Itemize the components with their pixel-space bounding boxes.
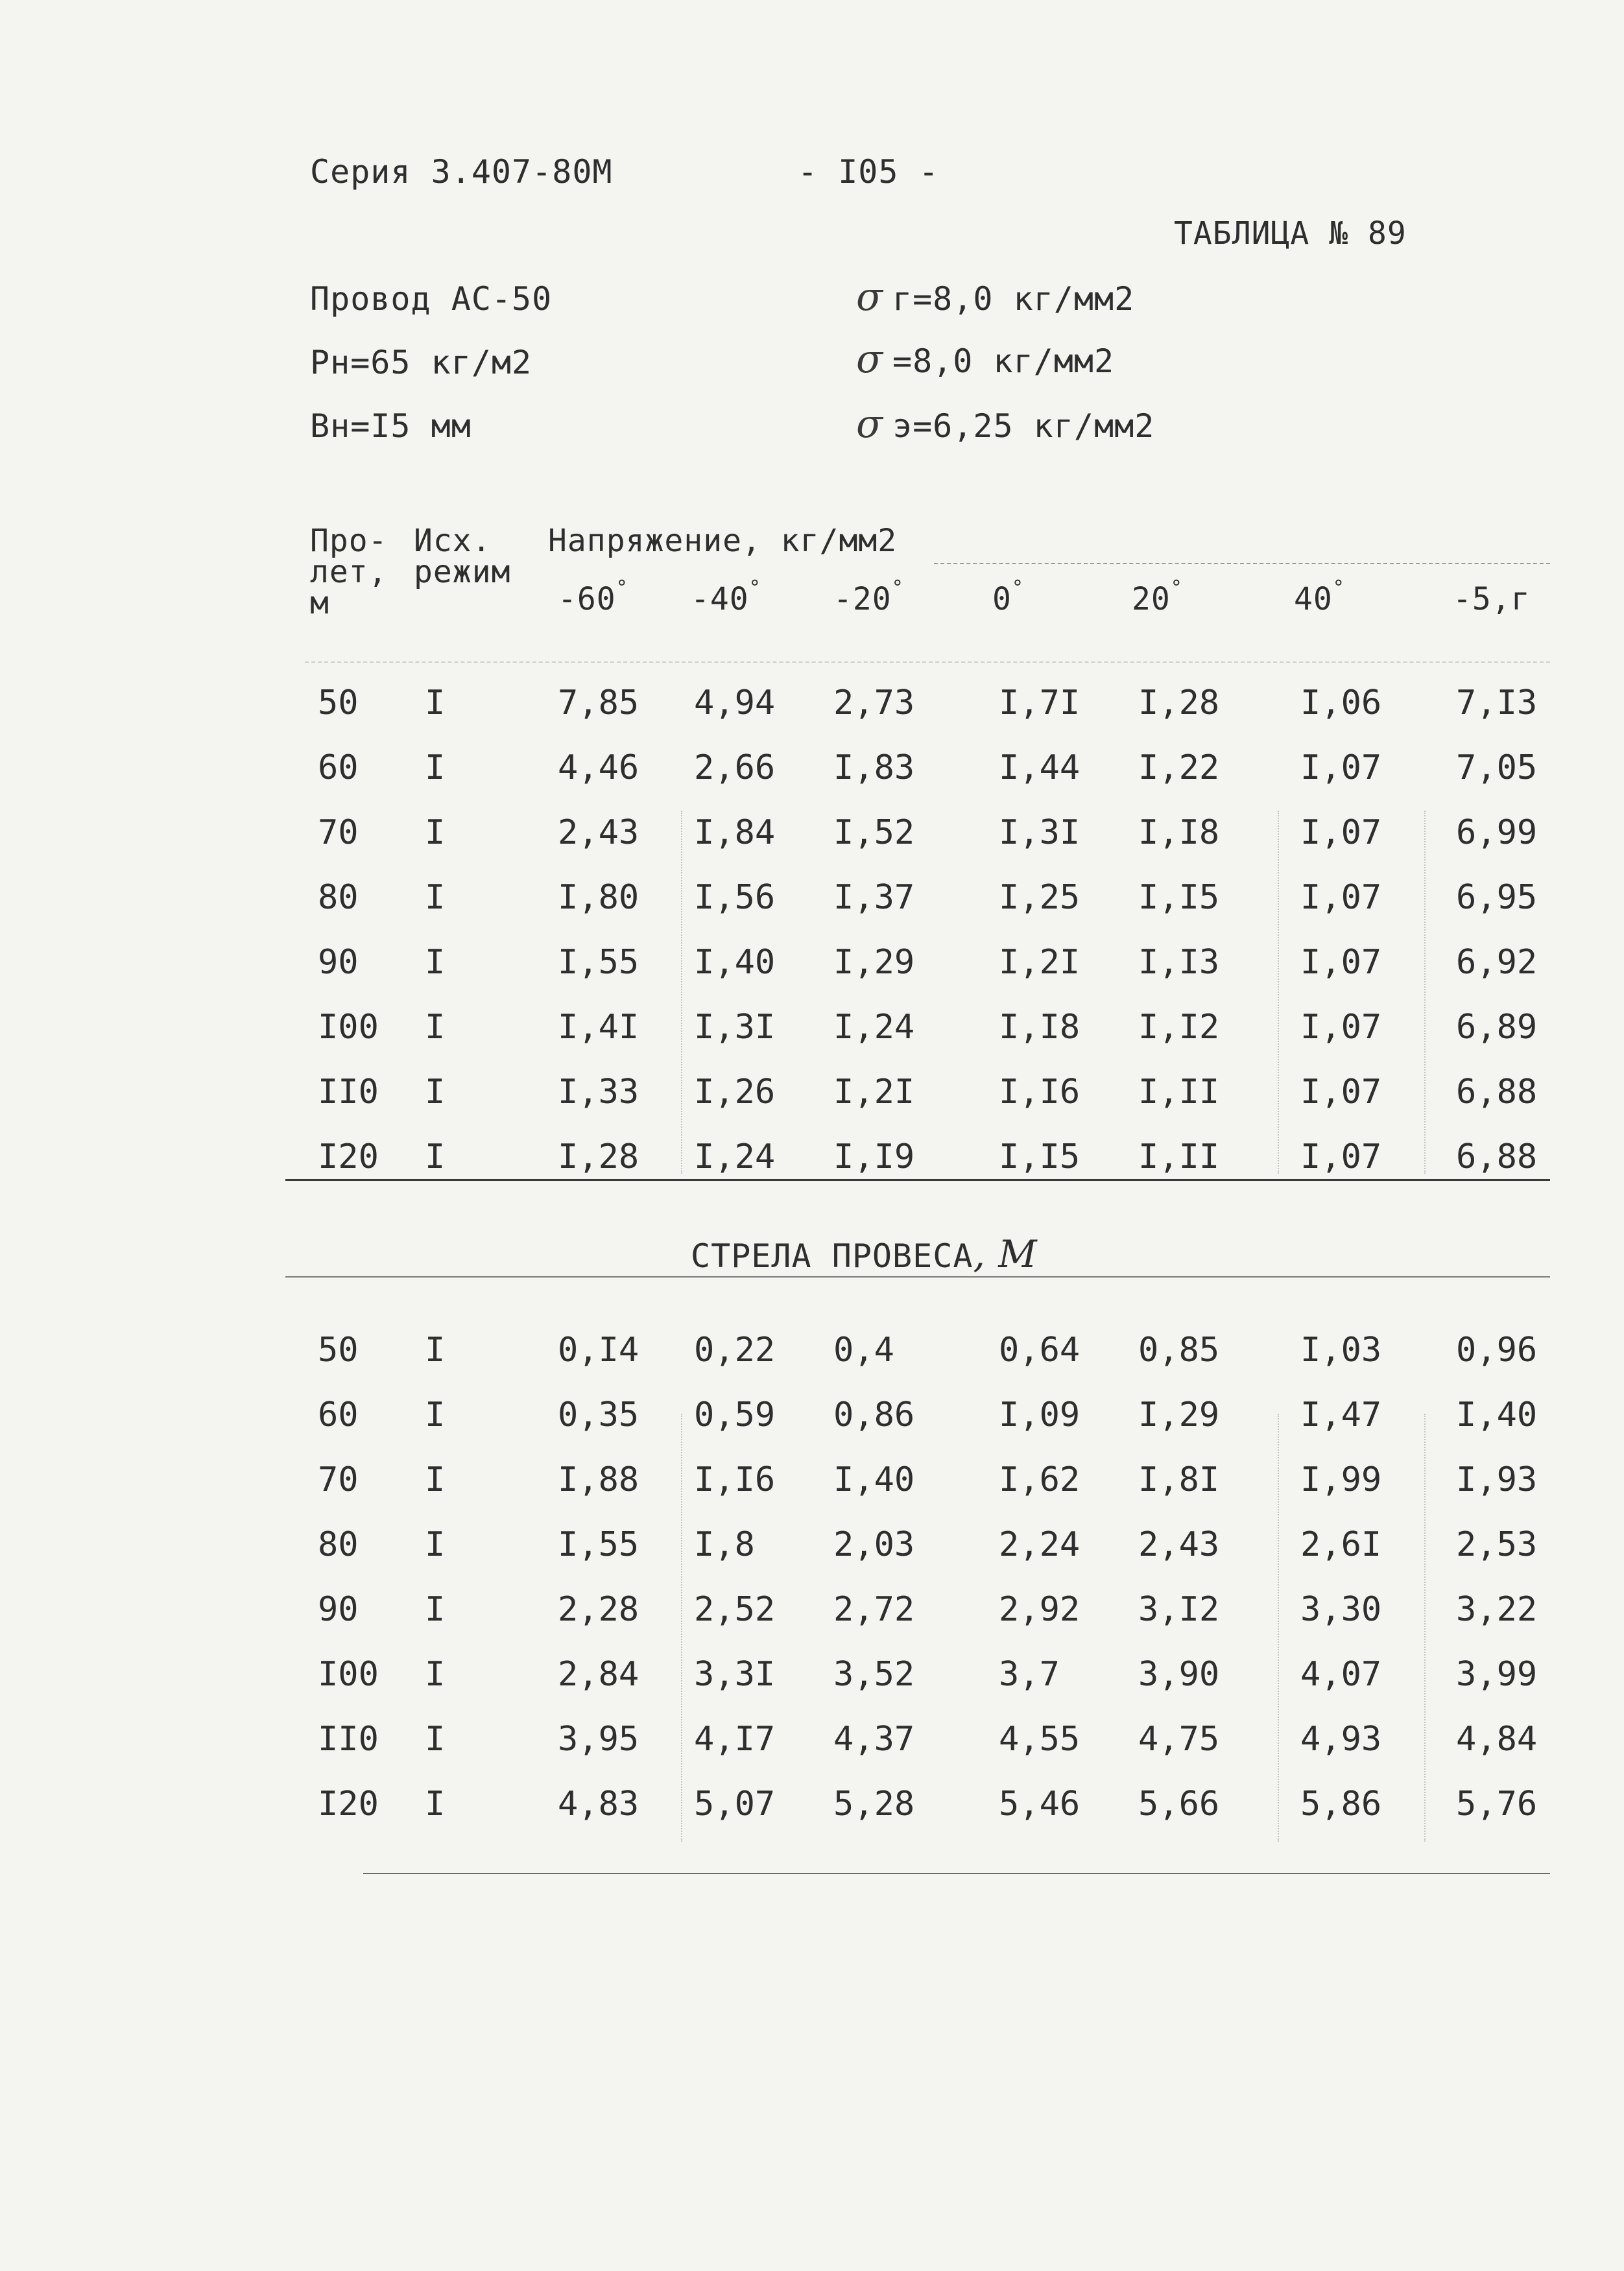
temp-header-value: -20 xyxy=(833,581,892,617)
header-span-3: м xyxy=(310,585,329,621)
value-cell: I,07 xyxy=(1300,1008,1382,1047)
mode-cell: I xyxy=(425,748,446,787)
value-cell: 3,22 xyxy=(1456,1590,1538,1629)
temp-header xyxy=(558,577,628,617)
sag-bottom-rule xyxy=(363,1873,1550,1874)
span-cell: 80 xyxy=(318,878,359,917)
temp-header-value: -5, xyxy=(1453,581,1511,617)
value-cell: I,44 xyxy=(999,748,1081,787)
temp-header xyxy=(1132,577,1183,617)
span-cell: II0 xyxy=(318,1720,379,1759)
temp-header-value: 40 xyxy=(1294,581,1333,617)
value-cell: 3,30 xyxy=(1300,1590,1382,1629)
value-cell: I,88 xyxy=(558,1460,639,1499)
mode-cell: I xyxy=(425,1008,446,1047)
value-cell: I,26 xyxy=(694,1073,776,1112)
header-span-2: лет, xyxy=(310,554,388,590)
span-cell: 90 xyxy=(318,1590,359,1629)
value-cell: I,24 xyxy=(694,1137,776,1176)
sigma-icon: σ xyxy=(856,337,883,382)
value-cell: I,07 xyxy=(1300,813,1382,852)
value-cell: I,80 xyxy=(558,878,639,917)
value-cell: 3,I2 xyxy=(1138,1590,1220,1629)
value-cell: 2,72 xyxy=(833,1590,915,1629)
column-divider xyxy=(1278,811,1279,1174)
value-cell: I,3I xyxy=(999,813,1081,852)
value-cell: 4,07 xyxy=(1300,1655,1382,1694)
value-cell: 0,22 xyxy=(694,1331,776,1370)
value-cell: 2,28 xyxy=(558,1590,639,1629)
value-cell: 2,52 xyxy=(694,1590,776,1629)
value-cell: I,8 xyxy=(694,1525,755,1564)
value-cell: 5,66 xyxy=(1138,1785,1220,1824)
value-cell: I,2I xyxy=(999,943,1081,982)
span-cell: 60 xyxy=(318,1396,359,1434)
sigma-icon: σ xyxy=(856,274,883,320)
value-cell: I,29 xyxy=(1138,1396,1220,1434)
value-cell: I,7I xyxy=(999,684,1081,722)
value-cell: I,I5 xyxy=(999,1137,1081,1176)
sigma-e xyxy=(856,401,1155,447)
value-cell: 3,95 xyxy=(558,1720,639,1759)
value-cell: I,I8 xyxy=(999,1008,1081,1047)
value-cell: I,37 xyxy=(833,878,915,917)
value-cell: I,I8 xyxy=(1138,813,1220,852)
sag-title-text: СТРЕЛА ПРОВЕСА xyxy=(691,1237,973,1275)
wire-label: Провод АС-50 xyxy=(310,280,553,318)
sigma-minus-value: =8,0 кг/мм2 xyxy=(892,342,1115,380)
value-cell: I,22 xyxy=(1138,748,1220,787)
mode-cell: I xyxy=(425,1396,446,1434)
value-cell: 6,88 xyxy=(1456,1073,1538,1112)
value-cell: 0,96 xyxy=(1456,1331,1538,1370)
value-cell: 3,7 xyxy=(999,1655,1060,1694)
value-cell: I,06 xyxy=(1300,684,1382,722)
value-cell: 4,75 xyxy=(1138,1720,1220,1759)
value-cell: 3,3I xyxy=(694,1655,776,1694)
mode-cell: I xyxy=(425,943,446,982)
value-cell: I,40 xyxy=(694,943,776,982)
value-cell: I,84 xyxy=(694,813,776,852)
value-cell: I,55 xyxy=(558,943,639,982)
value-cell: 4,94 xyxy=(694,684,776,722)
temp-header-value: -60 xyxy=(558,581,616,617)
span-cell: 70 xyxy=(318,813,359,852)
value-cell: I,II xyxy=(1138,1137,1220,1176)
temp-header-value: 20 xyxy=(1132,581,1171,617)
value-cell: 2,43 xyxy=(558,813,639,852)
sigma-g-value: г=8,0 кг/мм2 xyxy=(892,280,1135,318)
value-cell: 2,43 xyxy=(1138,1525,1220,1564)
value-cell: I,8I xyxy=(1138,1460,1220,1499)
column-divider xyxy=(1424,811,1426,1174)
span-cell: I20 xyxy=(318,1785,379,1824)
degree-mark: ° xyxy=(1332,577,1345,599)
value-cell: I,83 xyxy=(833,748,915,787)
span-cell: 50 xyxy=(318,684,359,722)
degree-mark: ° xyxy=(615,577,628,599)
mode-cell: I xyxy=(425,1460,446,1499)
value-cell: 2,84 xyxy=(558,1655,639,1694)
value-cell: I,2I xyxy=(833,1073,915,1112)
value-cell: 0,4 xyxy=(833,1331,894,1370)
value-cell: 5,86 xyxy=(1300,1785,1382,1824)
table-label: ТАБЛИЦА № 89 xyxy=(1174,215,1407,252)
temp-header-value: -40 xyxy=(691,581,749,617)
mode-cell: I xyxy=(425,1525,446,1564)
degree-mark: ° xyxy=(748,577,761,599)
value-cell: 2,53 xyxy=(1456,1525,1538,1564)
value-cell: I,33 xyxy=(558,1073,639,1112)
degree-mark: ° xyxy=(1170,577,1183,599)
page-number: - I05 - xyxy=(798,153,939,191)
value-cell: 2,03 xyxy=(833,1525,915,1564)
mode-cell: I xyxy=(425,1073,446,1112)
value-cell: I,I6 xyxy=(694,1460,776,1499)
value-cell: I,I5 xyxy=(1138,878,1220,917)
value-cell: 3,52 xyxy=(833,1655,915,1694)
value-cell: I,28 xyxy=(558,1137,639,1176)
mode-cell: I xyxy=(425,1137,446,1176)
span-cell: I20 xyxy=(318,1137,379,1176)
value-cell: I,52 xyxy=(833,813,915,852)
value-cell: 7,I3 xyxy=(1456,684,1538,722)
span-cell: 70 xyxy=(318,1460,359,1499)
temp-header xyxy=(833,577,904,617)
column-divider xyxy=(1278,1414,1279,1842)
value-cell: 3,99 xyxy=(1456,1655,1538,1694)
span-cell: 60 xyxy=(318,748,359,787)
value-cell: I,I9 xyxy=(833,1137,915,1176)
value-cell: 2,24 xyxy=(999,1525,1081,1564)
header-mode-1: Исх. xyxy=(414,523,492,559)
mode-cell: I xyxy=(425,1655,446,1694)
mode-cell: I xyxy=(425,1720,446,1759)
stress-bottom-rule xyxy=(285,1179,1550,1181)
value-cell: I,I6 xyxy=(999,1073,1081,1112)
header-stress-title: Напряжение, кг/мм2 xyxy=(548,523,898,559)
value-cell: I,24 xyxy=(833,1008,915,1047)
value-cell: 5,28 xyxy=(833,1785,915,1824)
header-subrule xyxy=(934,563,1550,564)
mode-cell: I xyxy=(425,684,446,722)
value-cell: 6,92 xyxy=(1456,943,1538,982)
value-cell: 4,93 xyxy=(1300,1720,1382,1759)
value-cell: I,07 xyxy=(1300,1073,1382,1112)
sigma-icon: σ xyxy=(856,401,883,447)
value-cell: 4,84 xyxy=(1456,1720,1538,1759)
value-cell: I,56 xyxy=(694,878,776,917)
series-label: Серия 3.407-80М xyxy=(310,153,613,191)
temp-header xyxy=(1294,577,1345,617)
value-cell: 0,35 xyxy=(558,1396,639,1434)
mode-cell: I xyxy=(425,1590,446,1629)
value-cell: 0,86 xyxy=(833,1396,915,1434)
column-divider xyxy=(681,811,682,1174)
temp-header xyxy=(691,577,761,617)
span-cell: I00 xyxy=(318,1655,379,1694)
sigma-g xyxy=(856,274,1135,320)
value-cell: 6,89 xyxy=(1456,1008,1538,1047)
value-cell: 0,59 xyxy=(694,1396,776,1434)
value-cell: I,II xyxy=(1138,1073,1220,1112)
value-cell: 5,76 xyxy=(1456,1785,1538,1824)
temp-header xyxy=(992,577,1024,617)
sag-title-rule xyxy=(285,1276,1550,1278)
mode-cell: I xyxy=(425,878,446,917)
value-cell: I,07 xyxy=(1300,943,1382,982)
value-cell: 4,I7 xyxy=(694,1720,776,1759)
mode-cell: I xyxy=(425,1785,446,1824)
header-span-1: Про- xyxy=(310,523,388,559)
value-cell: I,07 xyxy=(1300,878,1382,917)
value-cell: 2,6I xyxy=(1300,1525,1382,1564)
value-cell: 2,92 xyxy=(999,1590,1081,1629)
value-cell: I,25 xyxy=(999,878,1081,917)
value-cell: I,I3 xyxy=(1138,943,1220,982)
value-cell: 4,83 xyxy=(558,1785,639,1824)
value-cell: 5,07 xyxy=(694,1785,776,1824)
value-cell: I,29 xyxy=(833,943,915,982)
value-cell: 0,85 xyxy=(1138,1331,1220,1370)
value-cell: I,3I xyxy=(694,1008,776,1047)
mode-cell: I xyxy=(425,813,446,852)
value-cell: I,40 xyxy=(833,1460,915,1499)
value-cell: I,47 xyxy=(1300,1396,1382,1434)
degree-mark: ° xyxy=(891,577,904,599)
value-cell: 4,46 xyxy=(558,748,639,787)
value-cell: 0,I4 xyxy=(558,1331,639,1370)
header-bottom-rule xyxy=(305,661,1550,663)
value-cell: 5,46 xyxy=(999,1785,1081,1824)
span-cell: 80 xyxy=(318,1525,359,1564)
sigma-minus xyxy=(856,337,1115,382)
span-cell: 50 xyxy=(318,1331,359,1370)
value-cell: 0,64 xyxy=(999,1331,1081,1370)
column-divider xyxy=(1424,1414,1426,1842)
span-cell: II0 xyxy=(318,1073,379,1112)
column-divider xyxy=(681,1414,682,1842)
value-cell: I,93 xyxy=(1456,1460,1538,1499)
value-cell: 3,90 xyxy=(1138,1655,1220,1694)
value-cell: I,07 xyxy=(1300,748,1382,787)
value-cell: 4,37 xyxy=(833,1720,915,1759)
value-cell: 6,99 xyxy=(1456,813,1538,852)
value-cell: I,55 xyxy=(558,1525,639,1564)
value-cell: 6,88 xyxy=(1456,1137,1538,1176)
degree-mark: ° xyxy=(1011,577,1024,599)
sigma-e-value: э=6,25 кг/мм2 xyxy=(892,407,1155,445)
value-cell: I,07 xyxy=(1300,1137,1382,1176)
value-cell: I,03 xyxy=(1300,1331,1382,1370)
value-cell: 2,73 xyxy=(833,684,915,722)
value-cell: I,28 xyxy=(1138,684,1220,722)
value-cell: 7,05 xyxy=(1456,748,1538,787)
value-cell: 4,55 xyxy=(999,1720,1081,1759)
header-mode-2: режим xyxy=(414,554,511,590)
value-cell: I,99 xyxy=(1300,1460,1382,1499)
temp-header-suffix: г xyxy=(1511,581,1531,617)
value-cell: 7,85 xyxy=(558,684,639,722)
span-cell: 90 xyxy=(318,943,359,982)
value-cell: I,I2 xyxy=(1138,1008,1220,1047)
value-cell: I,4I xyxy=(558,1008,639,1047)
value-cell: 2,66 xyxy=(694,748,776,787)
temp-header-value: 0 xyxy=(992,581,1012,617)
value-cell: I,62 xyxy=(999,1460,1081,1499)
sag-unit: , М xyxy=(973,1232,1038,1276)
temp-header xyxy=(1453,581,1531,617)
value-cell: 6,95 xyxy=(1456,878,1538,917)
value-cell: I,09 xyxy=(999,1396,1081,1434)
bn-label: Вн=I5 мм xyxy=(310,407,472,445)
sag-title xyxy=(691,1232,1038,1276)
mode-cell: I xyxy=(425,1331,446,1370)
value-cell: I,40 xyxy=(1456,1396,1538,1434)
span-cell: I00 xyxy=(318,1008,379,1047)
pn-label: Рн=65 кг/м2 xyxy=(310,344,532,381)
